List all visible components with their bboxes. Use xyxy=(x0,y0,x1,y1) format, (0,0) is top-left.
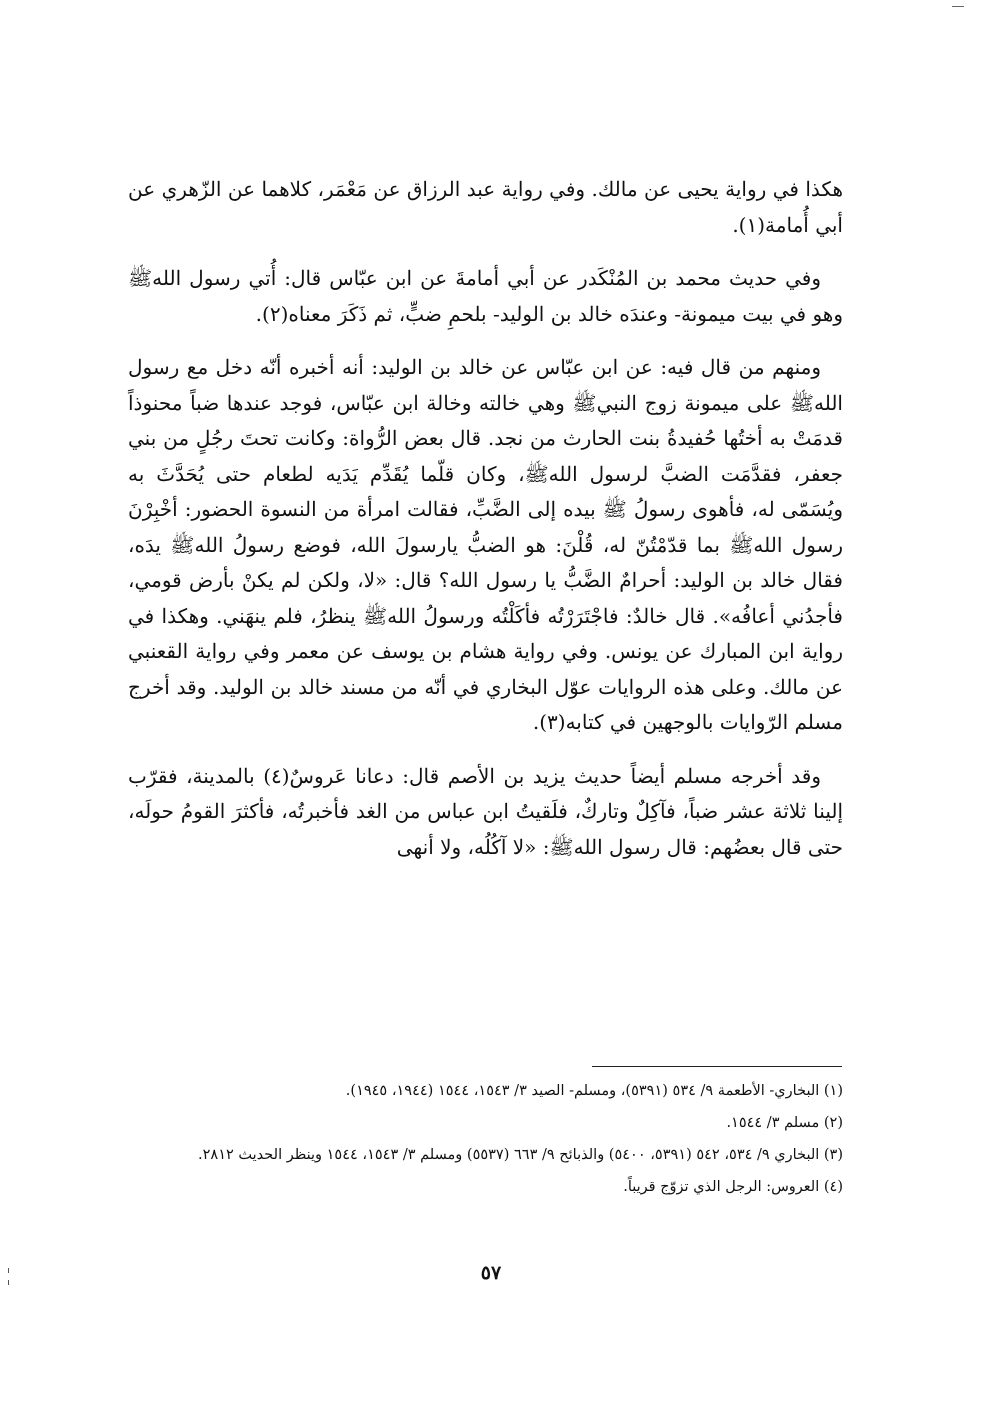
paragraph: وقد أخرجه مسلم أيضاً حديث يزيد بن الأصم قال: دعانا عَروسٌ(٤) بالمدينة، فقرّب إلينا ثلاثة عشر ضباً، فآكِلٌ وتاركٌ، فلَقيتُ ابن عباس من الغد فأخبرتُه، فأكثرَ القومُ حولَه، حتى قال بعضُهم: قال رسول اللهﷺ: «لا آكُلُه، ولا أنهى xyxy=(128,763,844,859)
footnotes xyxy=(128,1078,843,1206)
paragraph: وفي حديث محمد بن المُنْكَدر عن أبي أمامةَ عن ابن عبّاس قال: أُتي رسول اللهﷺ وهو في بيت ميمونة- وعندَه خالد بن الوليد- بلحمِ ضبٍّ، ثم ذَكَرَ معناه(٢). xyxy=(128,266,843,326)
footnote: (١) البخاري- الأطعمة ٩/ ٥٣٤ (٥٣٩١)، ومسلم- الصيد ٣/ ١٥٤٣، ١٥٤٤ (١٩٤٤، ١٩٤٥). xyxy=(345,1083,843,1099)
footnote-divider xyxy=(592,1066,842,1067)
paragraph: ومنهم من قال فيه: عن ابن عبّاس عن خالد بن الوليد: أنه أخبره أنّه دخل مع رسول اللهﷺ على ميمونة زوج النبيﷺ وهي خالته وخالة ابن عبّاس، فوجد عندها ضباً محنوذاً قدمَتْ به أختُها حُفيدةُ بنت الحارث من نجد. قال بعض الرُّواة: وكانت تحتَ رجُلٍ من بني جعفر، فقدَّمَت الضبَّ لرسول اللهﷺ، وكان قلّما يُقَدِّم يَدَيه لطعام حتى يُحَدَّثَ به ويُسَمّى له، فأهوى رسولُ ﷺ بيده إلى الضَّبِّ، فقالت امرأة من النسوة الحضور: أخْبِرْنَ رسول اللهﷺ بما قدّمْتُنّ له، قُلْنَ: هو الضبُّ يارسولَ الله، فوضع رسولُ اللهﷺ يدَه، فقال خالد بن الوليد: أحرامٌ الضَّبُّ يا رسول الله؟ قال: «لا، ولكن لم يكنْ بأرض قومي، فأجدُني أعافُه». قال خالدٌ: فاجْتَرَرْتُه فأكَلْتُه ورسولُ اللهﷺ ينظرُ، فلم ينهَني. وهكذا في رواية ابن المبارك عن يونس. وفي رواية هشام بن يوسف عن معمر وفي رواية القعنبي عن مالك. وعلى هذه الروايات عوّل البخاري في أنّه من مسند خالد بن الوليد. وقد أخرج مسلم الرّوايات بالوجهين في كتابه(٣). xyxy=(128,355,843,734)
main-text xyxy=(128,172,843,883)
scan-mark xyxy=(8,1268,9,1273)
footnote: (٣) البخاري ٩/ ٥٣٤، ٥٤٢ (٥٣٩١، ٥٤٠٠) والذبائح ٩/ ٦٦٣ (٥٥٣٧) ومسلم ٣/ ١٥٤٣، ١٥٤٤ وينظر الحديث ٢٨١٢. xyxy=(198,1147,843,1163)
page-number: ٥٧ xyxy=(480,1262,502,1284)
scan-mark xyxy=(8,1280,9,1285)
footnote: (٢) مسلم ٣/ ١٥٤٤. xyxy=(726,1115,843,1131)
footnote: (٤) العروس: الرجل الذي تزوّج قريباً. xyxy=(623,1179,843,1195)
paragraph: هكذا في رواية يحيى عن مالك. وفي رواية عبد الرزاق عن مَعْمَر، كلاهما عن الزّهري عن أبي أُمامة(١). xyxy=(128,177,843,237)
scan-mark xyxy=(952,6,964,7)
